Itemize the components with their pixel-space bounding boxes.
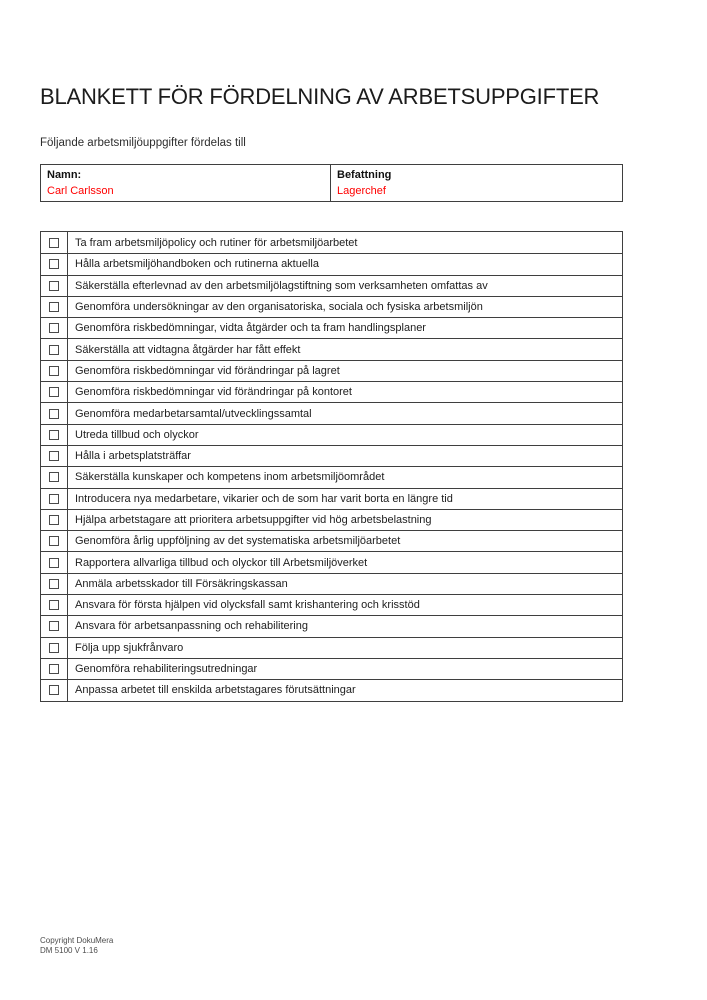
checkbox-unchecked-icon[interactable] xyxy=(49,366,59,376)
checklist-row xyxy=(41,402,622,423)
task-label: Anpassa arbetet till enskilda arbetstagares förutsättningar xyxy=(75,684,356,697)
checkbox-cell xyxy=(41,403,68,423)
checklist-row xyxy=(41,637,622,658)
checkbox-cell xyxy=(41,339,68,359)
task-label: Utreda tillbud och olyckor xyxy=(75,428,199,441)
task-label: Hålla arbetsmiljöhandboken och rutinerna aktuella xyxy=(75,258,319,271)
checkbox-cell xyxy=(41,318,68,338)
version-line: DM 5100 V 1.16 xyxy=(40,946,98,955)
checkbox-unchecked-icon[interactable] xyxy=(49,643,59,653)
checklist-row xyxy=(41,253,622,274)
checkbox-cell xyxy=(41,489,68,509)
checklist-row xyxy=(41,360,622,381)
checkbox-unchecked-icon[interactable] xyxy=(49,494,59,504)
name-value[interactable]: Carl Carlsson xyxy=(47,185,114,197)
position-value[interactable]: Lagerchef xyxy=(337,185,386,197)
checkbox-unchecked-icon[interactable] xyxy=(49,387,59,397)
checkbox-cell xyxy=(41,595,68,615)
checkbox-cell xyxy=(41,446,68,466)
checkbox-cell xyxy=(41,531,68,551)
checkbox-cell xyxy=(41,680,68,700)
checkbox-unchecked-icon[interactable] xyxy=(49,302,59,312)
checklist-row xyxy=(41,509,622,530)
task-label: Ta fram arbetsmiljöpolicy och rutiner för arbetsmiljöarbetet xyxy=(75,236,358,249)
task-label: Genomföra riskbedömningar vid förändringar på kontoret xyxy=(75,386,352,399)
checkbox-cell xyxy=(41,254,68,274)
checkbox-cell xyxy=(41,659,68,679)
checkbox-cell xyxy=(41,467,68,487)
checklist-row xyxy=(41,424,622,445)
task-label: Säkerställa att vidtagna åtgärder har fått effekt xyxy=(75,343,301,356)
checklist-row xyxy=(41,615,622,636)
checklist-row xyxy=(41,296,622,317)
task-label: Ansvara för första hjälpen vid olycksfall samt krishantering och krisstöd xyxy=(75,599,420,612)
footer xyxy=(40,936,113,956)
checkbox-unchecked-icon[interactable] xyxy=(49,323,59,333)
checkbox-cell xyxy=(41,425,68,445)
checkbox-unchecked-icon[interactable] xyxy=(49,579,59,589)
checklist-row xyxy=(41,466,622,487)
task-label: Genomföra medarbetarsamtal/utvecklingssamtal xyxy=(75,407,312,420)
task-label: Introducera nya medarbetare, vikarier och de som har varit borta en längre tid xyxy=(75,492,453,505)
checkbox-cell xyxy=(41,616,68,636)
checklist-row xyxy=(41,338,622,359)
recipient-table xyxy=(40,164,623,202)
checkbox-cell xyxy=(41,361,68,381)
name-label: Namn: xyxy=(47,169,82,181)
checkbox-cell xyxy=(41,297,68,317)
checklist-row xyxy=(41,530,622,551)
checkbox-unchecked-icon[interactable] xyxy=(49,281,59,291)
checkbox-unchecked-icon[interactable] xyxy=(49,558,59,568)
task-label: Säkerställa efterlevnad av den arbetsmiljölagstiftning som verksamheten omfattas av xyxy=(75,279,488,292)
checkbox-unchecked-icon[interactable] xyxy=(49,621,59,631)
checkbox-cell xyxy=(41,382,68,402)
copyright-line: Copyright DokuMera xyxy=(40,936,114,945)
checklist-row xyxy=(41,679,622,700)
task-label: Anmäla arbetsskador till Försäkringskassan xyxy=(75,577,288,590)
checklist-row xyxy=(41,658,622,679)
checkbox-unchecked-icon[interactable] xyxy=(49,259,59,269)
checkbox-unchecked-icon[interactable] xyxy=(49,600,59,610)
task-label: Genomföra årlig uppföljning av det systematiska arbetsmiljöarbetet xyxy=(75,535,401,548)
checklist-row xyxy=(41,381,622,402)
task-label: Genomföra riskbedömningar, vidta åtgärder och ta fram handlingsplaner xyxy=(75,322,426,335)
task-label: Rapportera allvarliga tillbud och olyckor till Arbetsmiljöverket xyxy=(75,556,368,569)
checkbox-unchecked-icon[interactable] xyxy=(49,536,59,546)
checkbox-unchecked-icon[interactable] xyxy=(49,430,59,440)
checklist-row xyxy=(41,594,622,615)
name-cell xyxy=(41,165,330,201)
checkbox-unchecked-icon[interactable] xyxy=(49,409,59,419)
checkbox-unchecked-icon[interactable] xyxy=(49,664,59,674)
checkbox-unchecked-icon[interactable] xyxy=(49,515,59,525)
checkbox-cell xyxy=(41,510,68,530)
task-label: Följa upp sjukfrånvaro xyxy=(75,641,184,654)
checkbox-cell xyxy=(41,574,68,594)
checklist-table xyxy=(40,231,623,702)
position-cell xyxy=(330,165,622,201)
checkbox-cell xyxy=(41,638,68,658)
page-title: BLANKETT FÖR FÖRDELNING AV ARBETSUPPGIFTER xyxy=(40,84,600,109)
checkbox-cell xyxy=(41,232,68,253)
checklist-row xyxy=(41,445,622,466)
checkbox-cell xyxy=(41,276,68,296)
checklist-row xyxy=(41,573,622,594)
checkbox-unchecked-icon[interactable] xyxy=(49,472,59,482)
checkbox-unchecked-icon[interactable] xyxy=(49,238,59,248)
task-label: Genomföra riskbedömningar vid förändringar på lagret xyxy=(75,364,340,377)
checkbox-unchecked-icon[interactable] xyxy=(49,451,59,461)
task-label: Hjälpa arbetstagare att prioritera arbetsuppgifter vid hög arbetsbelastning xyxy=(75,514,432,526)
task-label: Genomföra undersökningar av den organisatoriska, sociala och fysiska arbetsmiljön xyxy=(75,301,483,314)
checkbox-unchecked-icon[interactable] xyxy=(49,685,59,695)
checkbox-cell xyxy=(41,552,68,572)
task-label: Säkerställa kunskaper och kompetens inom arbetsmiljöområdet xyxy=(75,471,385,484)
task-label: Genomföra rehabiliteringsutredningar xyxy=(75,663,258,676)
subtitle: Följande arbetsmiljöuppgifter fördelas till xyxy=(40,137,246,149)
checklist-row xyxy=(41,232,622,253)
checklist-row xyxy=(41,488,622,509)
task-label: Hålla i arbetsplatsträffar xyxy=(75,450,191,463)
checklist-row xyxy=(41,275,622,296)
checklist-row xyxy=(41,551,622,572)
checkbox-unchecked-icon[interactable] xyxy=(49,345,59,355)
position-label: Befattning xyxy=(337,169,392,181)
checklist-row xyxy=(41,317,622,338)
task-label: Ansvara för arbetsanpassning och rehabilitering xyxy=(75,620,308,633)
